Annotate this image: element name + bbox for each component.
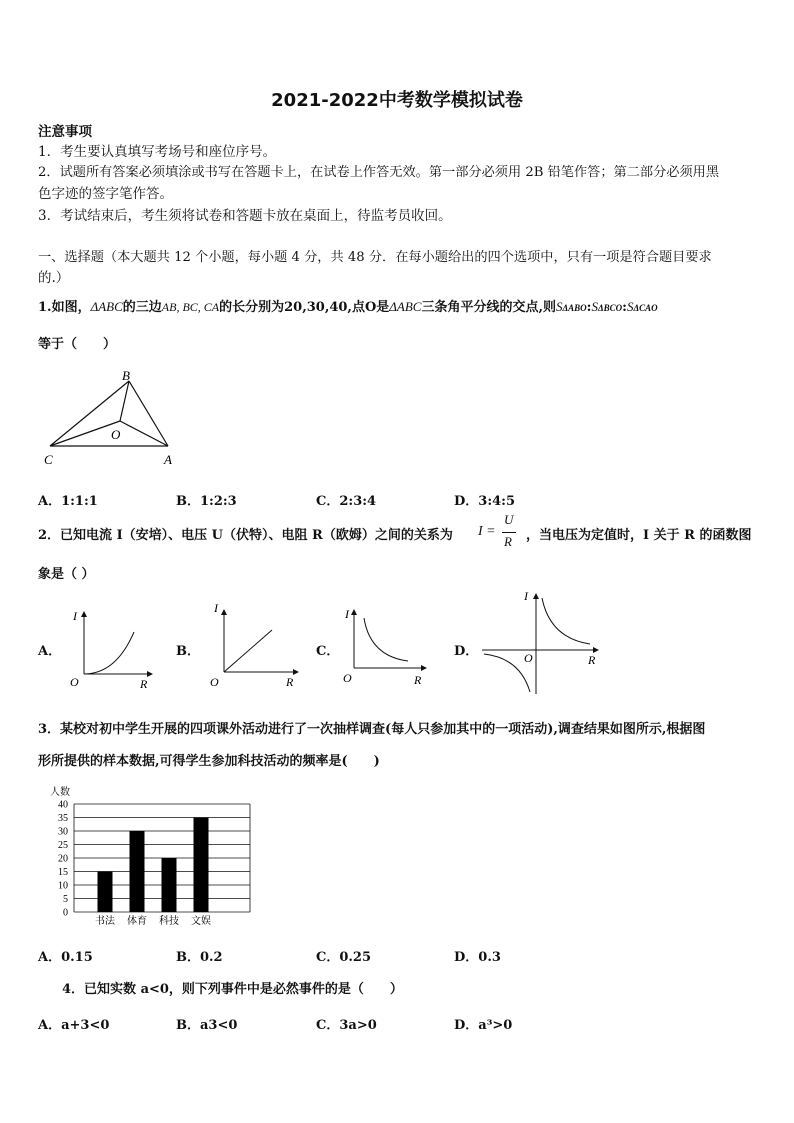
chart-category-label: 体育 [127, 916, 147, 927]
q1-mid-3: 三条角平分线的交点,则 [421, 300, 557, 315]
q4-option-a[interactable]: A．a+3<0 [38, 1018, 110, 1033]
q3-option-a[interactable]: A．0.15 [38, 950, 93, 965]
graph-b-y-label: I [214, 601, 218, 615]
chart-y-tick-label: 5 [63, 894, 68, 905]
chart-category-label: 科技 [159, 916, 179, 927]
q4-option-b[interactable]: B．a3<0 [176, 1018, 238, 1033]
notice-line-2a: 2．试题所有答案必须填涂或书写在答题卡上，在试卷上作答无效。第一部分必须用 2B 铅笔作答；第二部分必须用黑 [38, 165, 720, 180]
vertex-label-b: B [122, 368, 130, 383]
q4-option-c[interactable]: C．3a>0 [316, 1018, 377, 1033]
q2-option-b[interactable]: B． [176, 644, 200, 659]
formula-denominator: R [504, 534, 512, 549]
q2-pre: 2．已知电流 I（安培）、电压 U（伏特）、电阻 R（欧姆）之间的关系为 [38, 528, 453, 543]
q4-option-d[interactable]: D．a³>0 [454, 1018, 513, 1033]
graph-a-y-label: I [73, 609, 77, 623]
bar-chart [40, 784, 260, 928]
chart-category-label: 文娱 [191, 916, 211, 927]
vertex-label-a: A [164, 452, 172, 467]
chart-y-tick-label: 20 [58, 853, 68, 865]
triangle-figure [38, 366, 188, 470]
q3-option-c[interactable]: C．0.25 [316, 950, 372, 965]
question-1-line-2: 等于（ ） [38, 337, 117, 352]
chart-y-tick-label: 40 [58, 799, 68, 811]
graph-a-origin: O [70, 675, 79, 689]
q1-option-d[interactable]: D．3:4:5 [454, 494, 516, 509]
chart-y-tick-label: 30 [58, 826, 68, 838]
chart-bar-3 [162, 858, 177, 912]
q2-post: ，当电压为定值时，I 关于 R 的函数图 [526, 528, 752, 543]
q1-mid-1: 的三边 [122, 300, 162, 315]
graph-b [206, 600, 302, 690]
graph-d-x-label: R [588, 653, 596, 667]
q1-sides: AB, BC, CA [161, 300, 220, 314]
graph-c-y-label: I [345, 607, 349, 621]
question-3-line-2: 形所提供的样本数据,可得学生参加科技活动的频率是( ) [38, 754, 380, 769]
formula-fraction-bar [502, 532, 516, 533]
q1-mid-2: 的长分别为20,30,40,点O是 [219, 300, 390, 315]
graph-b-origin: O [210, 675, 219, 689]
q1-sep-1: : [586, 300, 592, 315]
q3-option-d[interactable]: D．0.3 [454, 950, 501, 965]
graph-d-curve-right [542, 598, 590, 644]
formula-numerator: U [504, 512, 514, 527]
graph-b-x-label: R [286, 675, 294, 689]
q3-option-b[interactable]: B．0.2 [176, 950, 223, 965]
graph-a-curve [84, 632, 134, 674]
chart-bar-2 [130, 831, 145, 912]
notice-line-3: 3．考试结束后，考生须将试卷和答题卡放在桌面上，待监考员收回。 [38, 208, 452, 224]
section-heading-line-2: 的.） [38, 270, 70, 286]
notice-line-2b: 色字迹的签字笔作答。 [38, 186, 173, 202]
graph-c-x-label: R [414, 673, 422, 687]
notice-heading: 注意事项 [38, 124, 92, 140]
q1-s3: S [626, 299, 634, 314]
chart-y-tick-label: 35 [58, 813, 68, 824]
q2-option-a[interactable]: A． [38, 644, 62, 659]
chart-category-label: 书法 [95, 916, 115, 927]
chart-y-tick-label: 0 [63, 907, 68, 919]
graph-a-x-label: R [140, 677, 148, 690]
notice-line-1: 1．考生要认真填写考场号和座位序号。 [38, 144, 277, 160]
q2-option-c[interactable]: C． [316, 644, 340, 659]
graph-d-y-label: I [524, 589, 528, 603]
section-heading-line-1: 一、选择题（本大题共 12 个小题，每小题 4 分，共 48 分．在每小题给出的四个选项中，只有一项是符合题目要求 [38, 250, 712, 265]
chart-y-label: 人数 [50, 787, 70, 798]
question-1-line-1 [38, 296, 658, 315]
formula-lhs: I = [478, 524, 496, 539]
page-title: 2021-2022中考数学模拟试卷 [271, 90, 523, 111]
chart-y-tick-label: 15 [58, 867, 68, 878]
graph-d-origin: O [524, 651, 533, 665]
q1-pre: 1.如图， [38, 300, 91, 315]
q1-s1-sub: ΔABO [562, 303, 587, 313]
graph-c [340, 604, 430, 688]
q1-s3-sub: ΔCAO [633, 303, 658, 313]
q2-option-d[interactable]: D． [454, 644, 479, 659]
graph-c-curve [364, 618, 408, 661]
q1-s2-sub: ΔBCO [597, 303, 623, 313]
question-3-line-1: 3．某校对初中学生开展的四项课外活动进行了一次抽样调查(每人只参加其中的一项活动),调查结果如图所示,根据图 [38, 722, 706, 737]
graph-c-origin: O [343, 671, 352, 685]
point-label-o: O [111, 427, 121, 442]
q1-option-a[interactable]: A．1:1:1 [38, 494, 98, 509]
vertex-label-c: C [44, 452, 53, 467]
question-4: 4．已知实数 a<0，则下列事件中是必然事件的是（ ） [62, 982, 403, 997]
q1-s1: S [556, 299, 563, 314]
q1-option-c[interactable]: C．2:3:4 [316, 494, 377, 509]
graph-d [480, 588, 602, 698]
chart-y-tick-label: 10 [58, 880, 68, 892]
q2-formula [478, 512, 522, 556]
q1-triangle-1: ΔABC [90, 299, 123, 314]
chart-y-tick-label: 25 [58, 840, 68, 851]
chart-bar-1 [98, 872, 113, 913]
graph-a [66, 604, 156, 690]
q1-s2: S [591, 299, 598, 314]
q1-sep-2: : [622, 300, 627, 315]
graph-b-line [224, 630, 272, 672]
segment-co [50, 421, 120, 446]
chart-bar-4 [194, 818, 209, 913]
q1-triangle-2: ΔABC [389, 299, 422, 314]
q1-option-b[interactable]: B．1:2:3 [176, 494, 237, 509]
q2-line-2: 象是（ ） [38, 567, 95, 582]
